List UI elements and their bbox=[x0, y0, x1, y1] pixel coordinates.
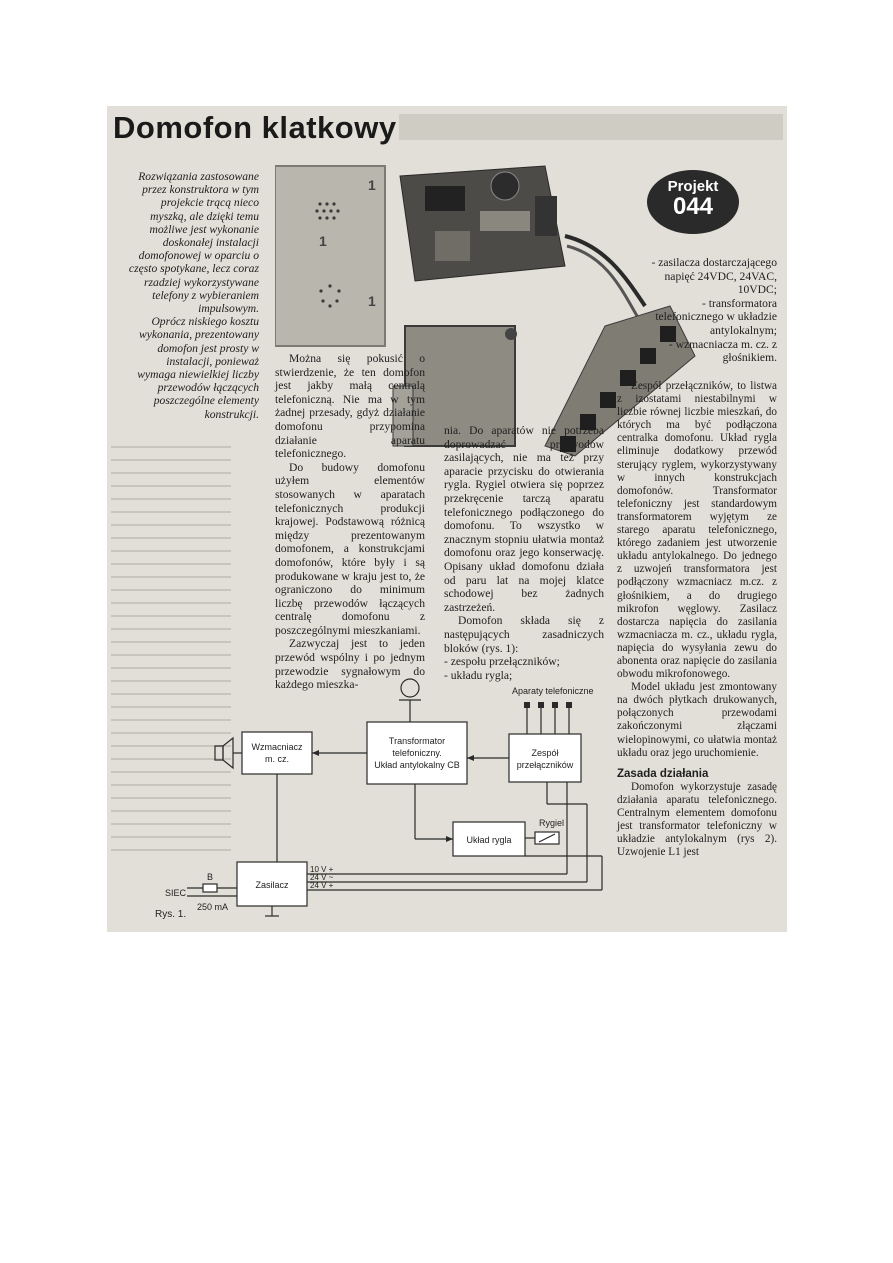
article-title: Domofon klatkowy bbox=[113, 110, 397, 145]
list-transformer: - transformatora telefonicznego w układzie antylokalnym; bbox=[655, 296, 777, 337]
door-panel bbox=[275, 166, 385, 346]
fuse-label: B bbox=[207, 872, 214, 882]
amp-label-2: m. cz. bbox=[265, 754, 289, 764]
section-text: Domofon wykorzystuje zasadę działania aparatu telefonicznego. Centralnym elementem domofonu jest transformator telefoniczny w układzie antylokalnym (rys 2). Uzwojenie L1 jest bbox=[617, 780, 777, 859]
lock-screw bbox=[505, 328, 517, 340]
col1-paragraph-1: Można się pokusić o stwierdzenie, że ten domofon jest jakby małą centralą telefoniczną. Nie ma w tym żadnej przesady, gdyż działanie domofonu przypomina działanie aparatu telefonicznego. bbox=[275, 352, 425, 461]
transformer-label-3: Układ antylokalny CB bbox=[374, 760, 460, 770]
voltage-24vac: 24 V ~ bbox=[310, 873, 334, 882]
speaker-symbol bbox=[215, 746, 223, 760]
magazine-page bbox=[107, 106, 787, 932]
col2-list-2: - układu rygla; bbox=[444, 668, 513, 682]
capacitor bbox=[491, 172, 519, 200]
col3-paragraph-1: Zespół przełączników, to listwa z izostatami niestabilnymi w liczbie równej liczbie mieszkań, do których ma być podłączona centralka domofonu. Układ rygla eliminuje dodatkowy przewód sterujący ryglem, wykorzystywany w innych konstrukcjach domofonów. Transformator telefoniczny jest standardowym transformatorem wyjętym ze starego aparatu telefonicznego, którego zadaniem jest utworzenie układu antylokalnego. Do jednego z uzwojeń transformatora jest podłączony wzmacniacz m.cz. z głośnikiem, a do drugiego mikrofon węglowy. Zasilacz dostarcza napięcia do zasilania wzmacniacza m. cz., układu rygla, napięcia do wysyłania zewu do abonenta oraz napięcie do zasilania obwodu mikrofonowego. bbox=[617, 380, 777, 681]
fuse-symbol bbox=[203, 884, 217, 892]
arrow-lock bbox=[446, 836, 453, 842]
transformer-label-1: Transformator bbox=[388, 736, 446, 746]
col1-paragraph-3: Zazwyczaj jest to jeden przewód wspólny i po jednym przewodzie sygnałowym do każdego mieszka- bbox=[275, 637, 425, 692]
phone-terminal-3 bbox=[552, 702, 558, 708]
lock-label: Układ rygla bbox=[466, 835, 512, 845]
section-heading: Zasada działania bbox=[617, 767, 709, 780]
phones-label: Aparaty telefoniczne bbox=[512, 686, 594, 696]
svg-text:1: 1 bbox=[368, 293, 376, 309]
switches-box bbox=[509, 734, 581, 782]
bolt-label: Rygiel bbox=[539, 818, 565, 828]
amp-label-1: Wzmacniacz bbox=[251, 742, 303, 752]
col2-list-1: - zespołu przełączników; bbox=[444, 655, 560, 669]
arrow-transformer bbox=[467, 755, 474, 761]
mains-label: SIEC bbox=[165, 888, 187, 898]
column-2 bbox=[444, 424, 604, 682]
switches-label-1: Zespół bbox=[531, 748, 559, 758]
badge-number: 044 bbox=[672, 193, 714, 220]
transformer-component bbox=[435, 231, 470, 261]
lead-text-2: Oprócz niskiego kosztu wykonania, prezentowany domofon jest prosty w instalacji, ponieważ wymaga niewielkiej liczby przewodów łączących poszczególne elementy konstrukcji. bbox=[137, 315, 259, 421]
cable-bundle bbox=[565, 236, 645, 306]
col1-paragraph-2: Do budowy domofonu użyłem elementów stosowanych w aparatach telefonicznych produkcji krajowej. Podstawową różnicą między prezentowanym domofonem, a konstrukcjami domofonów, które były i są produkowane w kraju jest to, że ograniczono do minimum liczbę przewodów łączących centralę domofonu z poszczególnymi mieszkaniami. bbox=[275, 460, 425, 637]
title-background-bar bbox=[399, 114, 783, 140]
voltage-10v: 10 V + bbox=[310, 865, 334, 874]
column-3-top bbox=[647, 256, 777, 365]
lead-paragraph bbox=[125, 170, 259, 421]
connector bbox=[535, 196, 557, 236]
col2-paragraph-1: nia. Do aparatów nie potrzeba doprowadzać przewodów zasilających, nie ma też przy aparacie przycisku do otwierania rygla. Rygiel otwiera się poprzez przekręcenie tarczą aparatu telefonicznego podłączonego do domofonu. To wszystko w znacznym stopniu ułatwia montaż domofonu oraz jego konserwację. Opisany układ domofonu działa od paru lat na mojej klatce schodowej bez żadnych zastrzeżeń. bbox=[444, 424, 604, 614]
fuse-rating-label: 250 mA bbox=[197, 902, 229, 912]
block-diagram bbox=[147, 674, 627, 919]
voltage-24vdc: 24 V + bbox=[310, 881, 334, 890]
board-chip bbox=[480, 211, 530, 231]
amp-box bbox=[242, 732, 312, 774]
badge-label: Projekt bbox=[667, 178, 719, 195]
psu-label: Zasilacz bbox=[255, 880, 289, 890]
svg-text:1: 1 bbox=[368, 177, 376, 193]
list-psu: - zasilacza dostarczającego napięć 24VDC, 24VAC, 10VDC; bbox=[651, 256, 777, 297]
column-3 bbox=[617, 380, 777, 859]
column-1 bbox=[275, 352, 425, 692]
board-component bbox=[425, 186, 465, 211]
arrow-amp bbox=[312, 750, 319, 756]
list-amp: - wzmacniacza m. cz. z głośnikiem. bbox=[668, 337, 777, 365]
lead-text-1: Rozwiązania zastosowane przez konstruktora w tym projekcie trącą nieco myszką, ale dzięki temu możliwe jest wykonanie doskonałej instalacji domofonowej w oparciu o często spotykane, lecz coraz rzadziej wykorzystywane telefony z wybieraniem impulsowym. bbox=[128, 170, 259, 316]
svg-text:1: 1 bbox=[319, 233, 327, 249]
phone-terminal-2 bbox=[538, 702, 544, 708]
microphone-symbol bbox=[401, 679, 419, 697]
col3-paragraph-2: Model układu jest zmontowany na dwóch płytkach drukowanych, połączonych przewodami zakończonymi złączami wielopinowymi, co ułatwia montaż układu oraz jego uruchomienie. bbox=[617, 681, 777, 759]
phone-terminal-4 bbox=[566, 702, 572, 708]
figure-caption: Rys. 1. bbox=[155, 909, 187, 919]
switches-label-2: przełączników bbox=[516, 760, 574, 770]
transformer-label-2: telefoniczny. bbox=[392, 748, 442, 758]
phone-terminal-1 bbox=[524, 702, 530, 708]
col2-paragraph-2: Domofon składa się z następujących zasadniczych bloków (rys. 1): bbox=[444, 614, 604, 655]
project-badge bbox=[647, 170, 739, 234]
